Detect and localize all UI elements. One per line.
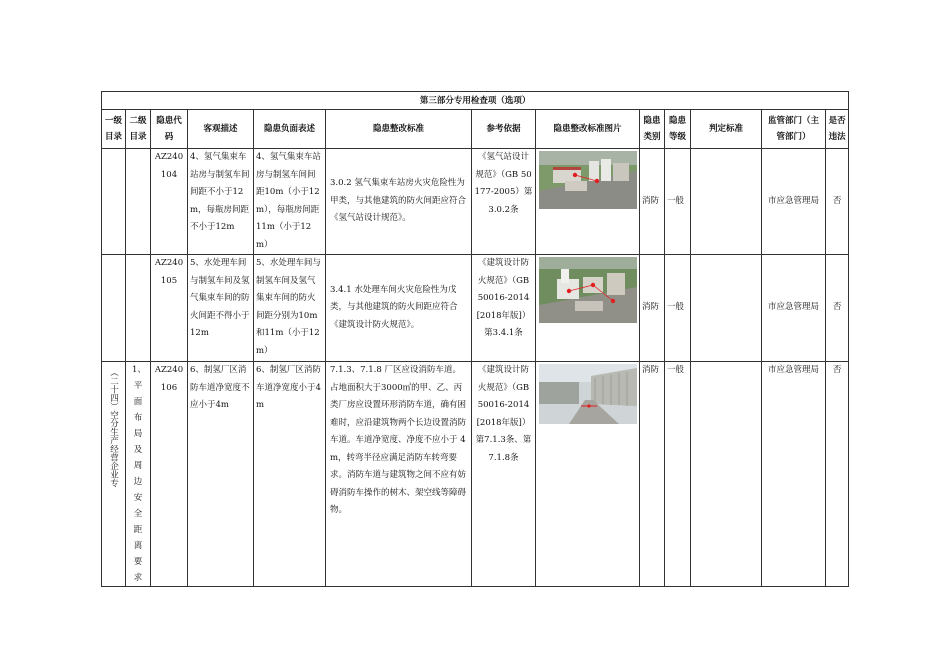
rectification-standard: 7.1.3、7.1.8 厂区应设消防车道。占地面积大于3000㎡的甲、乙、丙类厂房应设置环形消防车道，确有困难时，应沿建筑物两个长边设置消防车道。车道净宽度、净度不应小于 4m，转弯半径应满足消防车转弯要求。消防车道与建筑物之间不应有妨碍消防车操作的树木、架空线等障碍物。 [326, 362, 472, 587]
objective-description: 4、氢气集束车站房与制氢车间间距不小于12m，每瓶房间距不小于12m [188, 149, 254, 255]
standard-image-cell [536, 149, 640, 255]
is-illegal: 否 [826, 255, 849, 362]
hazard-grade: 一般 [665, 362, 691, 587]
negative-statement: 5、水处理车间与制氢车间及氢气集束车间的防火间距分别为10m和11m（小于12m） [254, 255, 326, 362]
fire-lane-photo [539, 364, 637, 424]
hazard-grade: 一般 [665, 149, 691, 255]
is-illegal: 否 [826, 362, 849, 587]
header-code: 隐患代码 [151, 110, 188, 149]
judgement-standard [691, 255, 762, 362]
supervising-department: 市应急管理局 [762, 362, 826, 587]
standard-image-cell [536, 362, 640, 587]
level2-cell [126, 362, 151, 587]
header-standard: 隐患整改标准 [326, 110, 472, 149]
table-title: 第三部分专用检查项（选项） [102, 92, 849, 110]
header-negative: 隐患负面表述 [254, 110, 326, 149]
inspection-table [101, 91, 849, 587]
table-row [102, 362, 849, 587]
header-illegal: 是否违法 [826, 110, 849, 149]
hazard-code: AZ240104 [151, 149, 188, 255]
supervising-department: 市应急管理局 [762, 149, 826, 255]
reference-basis: 《建筑设计防火规范》（GB 50016-2014[2018年版]）第7.1.3条、第7.1.8条 [472, 362, 536, 587]
rectification-standard: 3.0.2 氢气集束车站房火灾危险性为甲类，与其他建筑的防火间距应符合《氢气站设计规范》。 [326, 149, 472, 255]
level2-category: 1、平面布局及周边安全距离要求 [132, 365, 146, 583]
level2-cell-empty [126, 255, 151, 362]
header-category: 隐患类别 [640, 110, 665, 149]
hazard-category: 消防 [640, 255, 665, 362]
reference-basis: 《建筑设计防火规范》（GB 50016-2014[2018年版]）第3.4.1条 [472, 255, 536, 362]
supervising-department: 市应急管理局 [762, 255, 826, 362]
level1-cell-empty [102, 149, 126, 255]
header-level1: 一级目录 [102, 110, 126, 149]
negative-statement: 4、氢气集束车站房与制氢车间间距10m（小于12m），每瓶房间距11m（小于12m） [254, 149, 326, 255]
objective-description: 6、制氢厂区消防车道净宽度不应小于4m [188, 362, 254, 587]
rectification-standard: 3.4.1 水处理车间火灾危险性为戊类，与其他建筑的防火间距应符合《建筑设计防火规范》。 [326, 255, 472, 362]
header-judgement: 判定标准 [691, 110, 762, 149]
level1-cell-empty [102, 255, 126, 362]
standard-image-cell [536, 255, 640, 362]
hazard-code: AZ240106 [151, 362, 188, 587]
hazard-grade: 一般 [665, 255, 691, 362]
header-dept: 监管部门（主管部门） [762, 110, 826, 149]
table-row [102, 149, 849, 255]
negative-statement: 6、制氢厂区消防车道净宽度小于4m [254, 362, 326, 587]
site-aerial-photo [539, 151, 637, 209]
level2-cell-empty [126, 149, 151, 255]
header-level2: 二级目录 [126, 110, 151, 149]
reference-basis: 《氢气站设计规范》（GB 50177-2005）第3.0.2条 [472, 149, 536, 255]
level1-cell [102, 362, 126, 587]
judgement-standard [691, 362, 762, 587]
table-row [102, 255, 849, 362]
hazard-category: 消防 [640, 149, 665, 255]
hazard-category: 消防 [640, 362, 665, 587]
level1-category: （二十四）空分生产经营企业专 [108, 368, 119, 487]
hazard-code: AZ240105 [151, 255, 188, 362]
site-aerial-photo [539, 257, 637, 323]
header-grade: 隐患等级 [665, 110, 691, 149]
header-basis: 参考依据 [472, 110, 536, 149]
is-illegal: 否 [826, 149, 849, 255]
objective-description: 5、水处理车间与制氢车间及氢气集束车间的防火间距不得小于12m [188, 255, 254, 362]
header-image: 隐患整改标准图片 [536, 110, 640, 149]
judgement-standard [691, 149, 762, 255]
header-objective: 客观描述 [188, 110, 254, 149]
